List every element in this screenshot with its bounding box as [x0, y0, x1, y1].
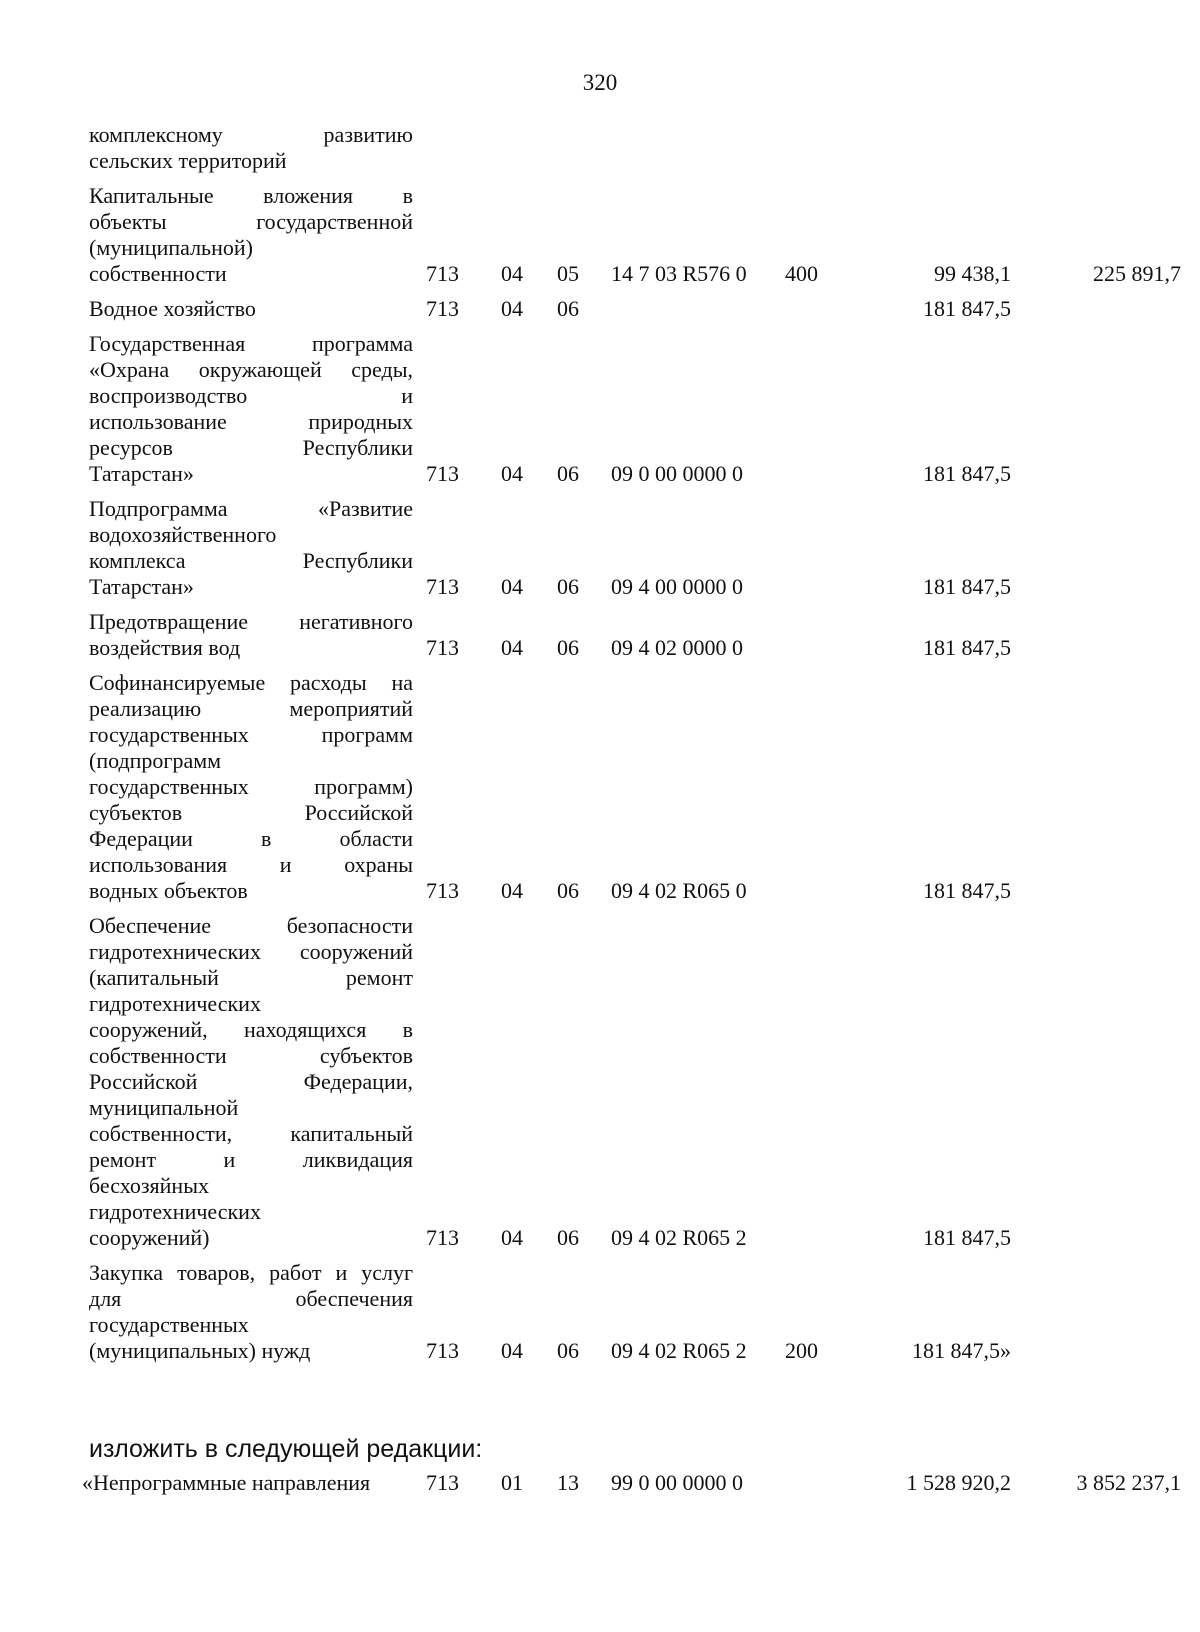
row-expense-type: 400 [785, 261, 818, 286]
row-section-code: 04 [501, 1338, 523, 1363]
row-name-line: объекты государственной [89, 209, 413, 234]
row-section-code: 04 [501, 878, 523, 903]
row-name-line: реализацию мероприятий [89, 696, 413, 721]
row-name-line: водохозяйственного [89, 522, 277, 547]
row-target-article: 09 4 02 0000 0 [611, 635, 743, 660]
row-name-line: Подпрограмма «Развитие [89, 496, 413, 521]
row-name-line: гидротехнических сооружений [89, 939, 413, 964]
row-name-line: муниципальной [89, 1095, 239, 1120]
row-subsection-code: 06 [557, 878, 579, 903]
row-target-article: 14 7 03 R576 0 [611, 261, 747, 286]
table-row [89, 183, 1189, 287]
row-amount-1: 181 847,5 [923, 1225, 1011, 1250]
row-name-line: комплекса Республики [89, 548, 413, 573]
row-name [89, 670, 413, 904]
row-name-line: Государственная программа [89, 331, 413, 356]
row-name-line: (муниципальной) [89, 235, 253, 260]
table-row [89, 496, 1189, 600]
row-name [89, 122, 413, 174]
row-name-line: сельских территорий [89, 148, 287, 173]
row-name-line: воспроизводство и [89, 383, 413, 408]
row-name-line: гидротехнических [89, 1199, 261, 1224]
row-expense-type: 200 [785, 1338, 818, 1363]
row-target-article: 09 4 02 R065 0 [611, 878, 747, 903]
row-amount-1: 181 847,5 [923, 878, 1011, 903]
row-target-article: 99 0 00 0000 0 [611, 1470, 743, 1495]
row-name-line: Закупка товаров, работ и услуг [89, 1260, 413, 1285]
row-name-line: государственных программ) [89, 774, 413, 799]
row-name-line: сооружений, находящихся в [89, 1017, 413, 1042]
row-name [89, 496, 413, 600]
row-admin-code: 713 [426, 1338, 459, 1363]
row-subsection-code: 06 [557, 635, 579, 660]
row-name-line: сооружений) [89, 1225, 210, 1250]
table-row [89, 609, 1189, 661]
row-section-code: 04 [501, 261, 523, 286]
row-name-line: Водное хозяйство [89, 296, 256, 321]
row-admin-code: 713 [426, 296, 459, 321]
row-subsection-code: 05 [557, 261, 579, 286]
row-name-line: бесхозяйных [89, 1173, 209, 1198]
table-row-final [82, 1470, 1192, 1496]
row-admin-code: 713 [426, 461, 459, 486]
row-name [89, 331, 413, 487]
row-subsection-code: 06 [557, 1225, 579, 1250]
row-amount-2: 3 852 237,1 [1076, 1470, 1181, 1495]
row-section-code: 04 [501, 574, 523, 599]
row-name-line: для обеспечения [89, 1286, 413, 1311]
row-name [89, 609, 413, 661]
row-name-line: использования и охраны [89, 852, 413, 877]
row-name-line: Обеспечение безопасности [89, 913, 413, 938]
row-target-article: 09 4 02 R065 2 [611, 1338, 747, 1363]
row-admin-code: 713 [426, 574, 459, 599]
row-subsection-code: 06 [557, 461, 579, 486]
row-name [89, 183, 413, 287]
page-number: 320 [582, 70, 618, 95]
row-name-line: гидротехнических [89, 991, 261, 1016]
row-subsection-code: 13 [557, 1470, 579, 1495]
row-section-code: 04 [501, 1225, 523, 1250]
table-row [89, 1260, 1189, 1364]
row-name-line: использование природных [89, 409, 413, 434]
row-name-line: воздействия вод [89, 635, 241, 660]
row-amount-1: 99 438,1 [934, 261, 1011, 286]
row-amount-1: 181 847,5» [912, 1338, 1011, 1363]
row-admin-code: 713 [426, 1470, 459, 1495]
row-amount-1: 181 847,5 [923, 296, 1011, 321]
table-row [89, 913, 1189, 1251]
row-name-line: Софинансируемые расходы на [89, 670, 413, 695]
row-admin-code: 713 [426, 261, 459, 286]
row-subsection-code: 06 [557, 296, 579, 321]
row-subsection-code: 06 [557, 1338, 579, 1363]
row-name-line: (капитальный ремонт [89, 965, 413, 990]
row-section-code: 01 [501, 1470, 523, 1495]
row-name-line: (муниципальных) нужд [89, 1338, 311, 1363]
amendment-instruction: изложить в следующей редакции: [89, 1435, 483, 1463]
row-name-line: государственных [89, 1312, 249, 1337]
table-row [89, 296, 1189, 322]
row-name-line: собственности [89, 261, 227, 286]
row-target-article: 09 4 00 0000 0 [611, 574, 743, 599]
row-name-line: Российской Федерации, [89, 1069, 413, 1094]
table-row [89, 122, 1189, 174]
row-name [89, 296, 413, 322]
row-name [89, 913, 413, 1251]
row-admin-code: 713 [426, 635, 459, 660]
table-row [89, 331, 1189, 487]
row-name [89, 1260, 413, 1364]
row-section-code: 04 [501, 296, 523, 321]
row-admin-code: 713 [426, 1225, 459, 1250]
row-name-line: водных объектов [89, 878, 248, 903]
row-name-line: Федерации в области [89, 826, 413, 851]
row-amount-1: 181 847,5 [923, 635, 1011, 660]
row-name-line: государственных программ [89, 722, 413, 747]
row-name-line: ремонт и ликвидация [89, 1147, 413, 1172]
row-name-line: собственности, капитальный [89, 1121, 413, 1146]
row-name-line: Капитальные вложения в [89, 183, 413, 208]
table-row [89, 670, 1189, 904]
row-subsection-code: 06 [557, 574, 579, 599]
row-amount-1: 181 847,5 [923, 461, 1011, 486]
budget-table [89, 122, 1189, 1373]
row-name-line: субъектов Российской [89, 800, 413, 825]
row-section-code: 04 [501, 635, 523, 660]
row-amount-1: 181 847,5 [923, 574, 1011, 599]
row-name-line: «Охрана окружающей среды, [89, 357, 413, 382]
row-name-line: Татарстан» [89, 461, 194, 486]
row-section-code: 04 [501, 461, 523, 486]
row-name-line: Татарстан» [89, 574, 194, 599]
row-amount-2: 225 891,7 [1093, 261, 1181, 286]
row-name: «Непрограммные направления [82, 1470, 371, 1495]
row-name-line: комплексному развитию [89, 122, 413, 147]
row-name-line: собственности субъектов [89, 1043, 413, 1068]
row-admin-code: 713 [426, 878, 459, 903]
row-name-line: (подпрограмм [89, 748, 222, 773]
row-name-line: Предотвращение негативного [89, 609, 413, 634]
row-target-article: 09 4 02 R065 2 [611, 1225, 747, 1250]
row-target-article: 09 0 00 0000 0 [611, 461, 743, 486]
row-amount-1: 1 528 920,2 [906, 1470, 1011, 1495]
row-name-line: ресурсов Республики [89, 435, 413, 460]
